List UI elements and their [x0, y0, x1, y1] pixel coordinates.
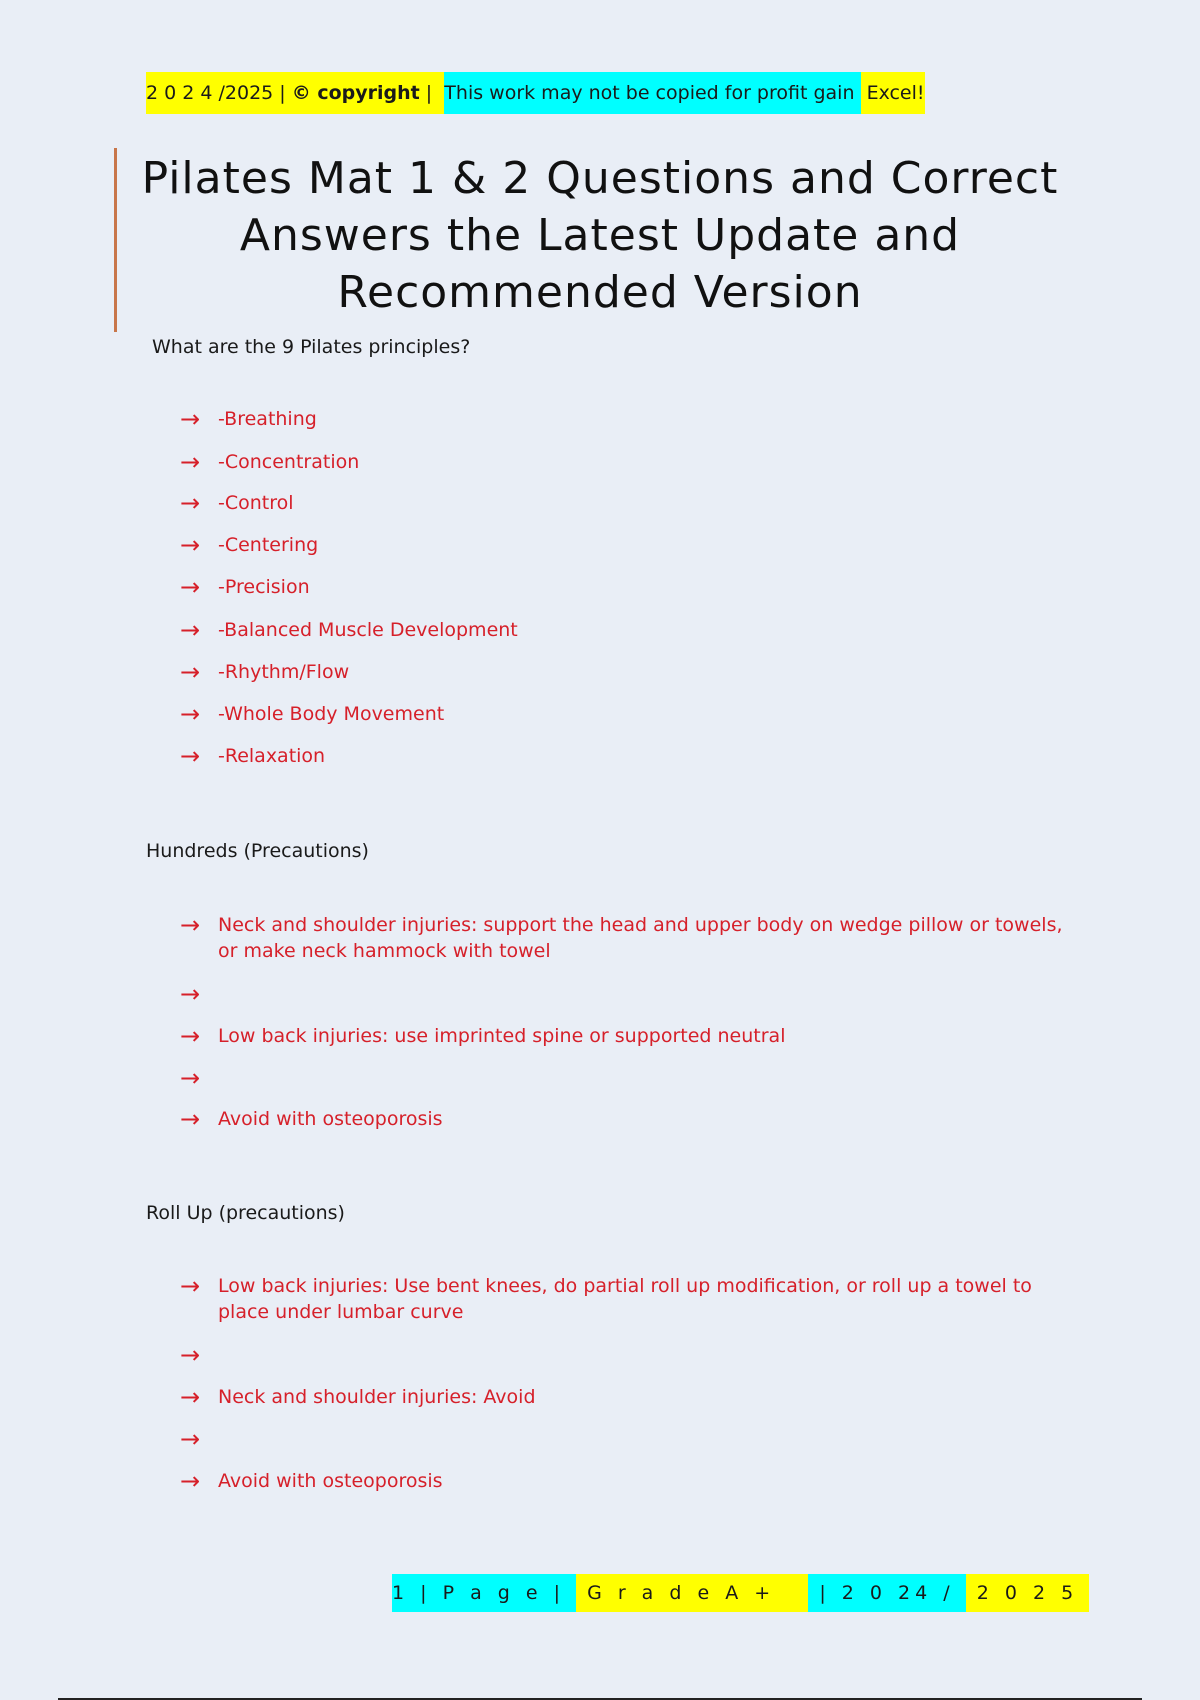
- answer-item: [180, 981, 1078, 1007]
- footer-year-1: | 2 0 24 /: [808, 1574, 965, 1612]
- header-copyright: © copyright: [292, 72, 420, 114]
- answer-item: → -Centering: [180, 531, 319, 559]
- answer-item: [180, 1065, 1078, 1091]
- answer-item: → -Rhythm/Flow: [180, 658, 350, 686]
- answer-item: [180, 1426, 1078, 1452]
- arrow-right-icon: →: [180, 489, 201, 517]
- document-title: Pilates Mat 1 & 2 Questions and Correct Answers the Latest Update and Recommended Version: [141, 153, 1059, 318]
- arrow-right-icon: →: [180, 1022, 201, 1050]
- header-year: 2 0 2 4 /2025 |: [146, 72, 292, 114]
- answer-item: → Avoid with osteoporosis: [180, 1467, 443, 1495]
- header-banner: [146, 72, 925, 114]
- arrow-right-icon: →: [180, 1272, 201, 1300]
- question-hundreds: Hundreds (Precautions): [146, 840, 369, 862]
- footer-page: 1 | P a g e |: [392, 1574, 576, 1612]
- answer-item: → Avoid with osteoporosis: [180, 1105, 443, 1133]
- question-principles: What are the 9 Pilates principles?: [152, 336, 471, 358]
- footer-banner: [392, 1574, 1089, 1612]
- arrow-right-icon: →: [180, 980, 201, 1008]
- answer-item: → -Balanced Muscle Development: [180, 616, 518, 644]
- answer-item: → -Precision: [180, 573, 310, 601]
- arrow-right-icon: →: [180, 1425, 201, 1453]
- arrow-right-icon: →: [180, 658, 201, 686]
- answer-item: → Neck and shoulder injuries: Avoid: [180, 1383, 536, 1411]
- answer-item: → Low back injuries: Use bent knees, do partial roll up modification, or roll up a towel to place under lumbar curve: [180, 1272, 1032, 1323]
- arrow-right-icon: →: [180, 616, 201, 644]
- answer-item: → -Concentration: [180, 448, 360, 476]
- title-accent-bar: [114, 148, 117, 332]
- arrow-right-icon: →: [180, 1383, 201, 1411]
- arrow-right-icon: →: [180, 573, 201, 601]
- answer-item: → Low back injuries: use imprinted spine or supported neutral: [180, 1022, 786, 1050]
- arrow-right-icon: →: [180, 911, 201, 939]
- answer-item: → -Relaxation: [180, 742, 326, 770]
- arrow-right-icon: →: [180, 405, 201, 433]
- arrow-right-icon: →: [180, 531, 201, 559]
- question-roll-up: Roll Up (precautions): [146, 1202, 345, 1224]
- arrow-right-icon: →: [180, 700, 201, 728]
- header-excel: Excel!: [861, 72, 925, 114]
- answer-item: [180, 1342, 1078, 1368]
- answer-item: → -Control: [180, 489, 294, 517]
- header-separator: |: [420, 72, 445, 114]
- answer-item: → -Breathing: [180, 405, 317, 433]
- arrow-right-icon: →: [180, 448, 201, 476]
- header-notice: This work may not be copied for profit gain: [444, 72, 860, 114]
- footer-year-2: 2 0 2 5: [966, 1574, 1090, 1612]
- arrow-right-icon: →: [180, 1467, 201, 1495]
- answer-item: → Neck and shoulder injuries: support the head and upper body on wedge pillow or towels, or make neck hammock with towel: [180, 911, 1063, 962]
- arrow-right-icon: →: [180, 742, 201, 770]
- footer-grade: G r a d e A +: [576, 1574, 808, 1612]
- arrow-right-icon: →: [180, 1105, 201, 1133]
- answer-item: → -Whole Body Movement: [180, 700, 445, 728]
- arrow-right-icon: →: [180, 1064, 201, 1092]
- arrow-right-icon: →: [180, 1341, 201, 1369]
